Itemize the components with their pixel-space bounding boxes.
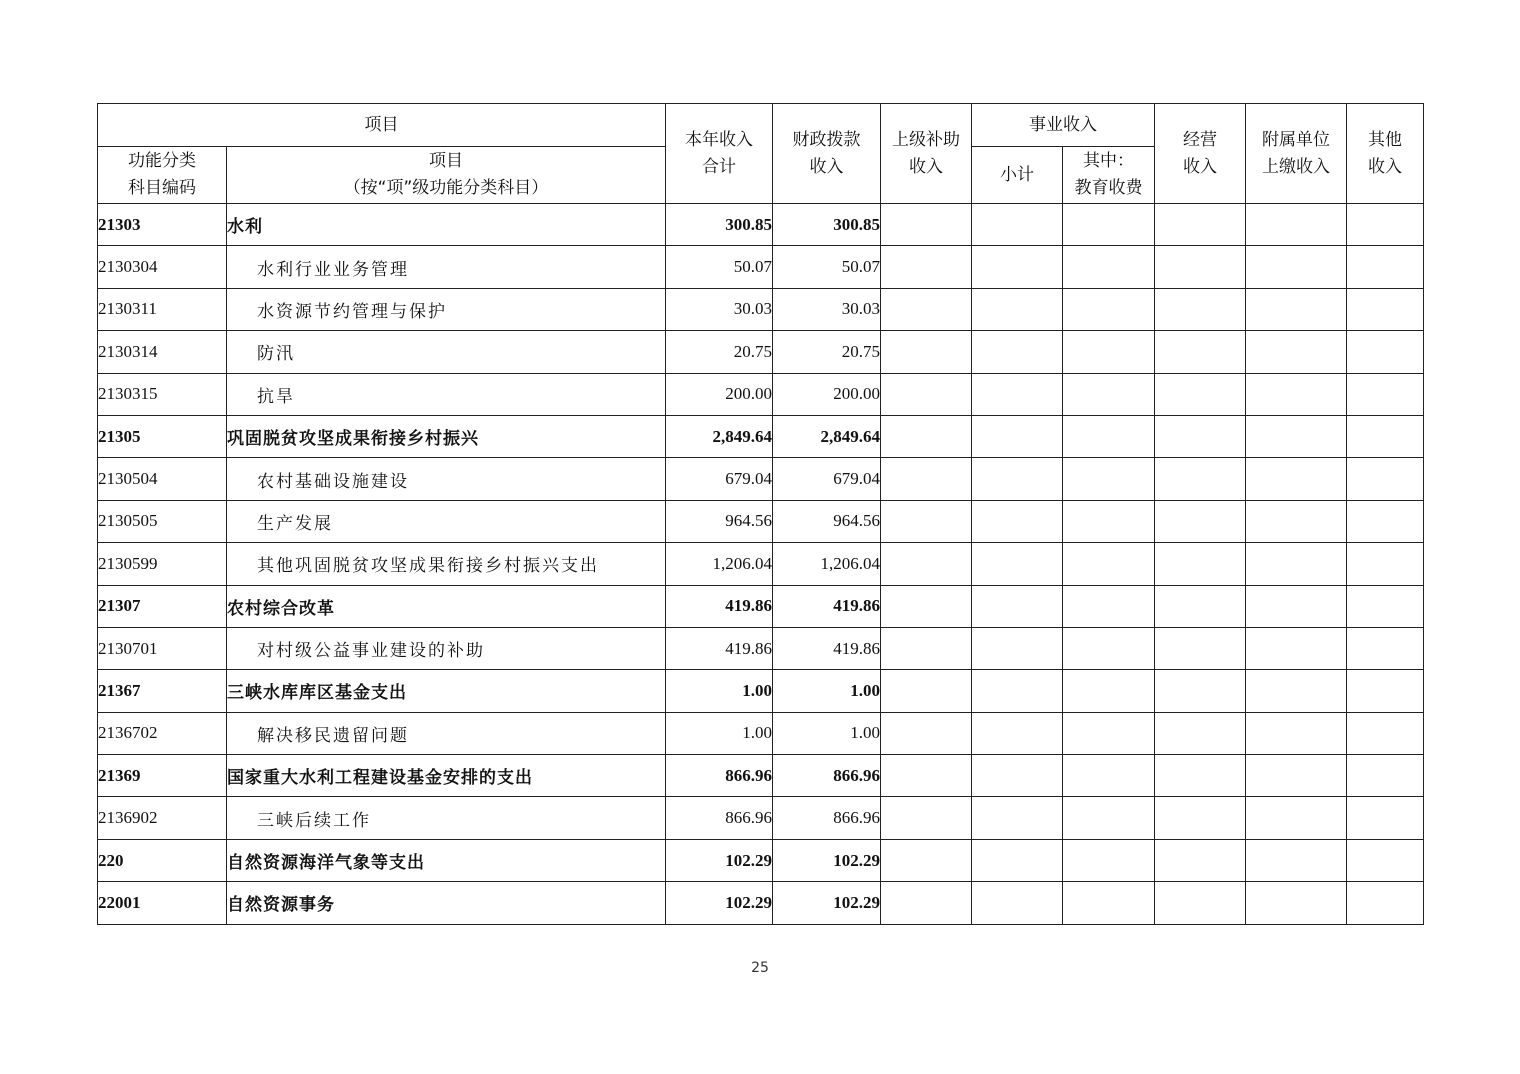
row-superior-subsidy [881, 797, 972, 839]
row-business-subtotal [972, 288, 1063, 330]
row-name: 水利 [227, 204, 666, 246]
row-total-income: 102.29 [666, 882, 773, 924]
row-fiscal-allocation: 102.29 [773, 839, 881, 881]
row-code: 2130304 [98, 246, 227, 288]
row-fiscal-allocation: 2,849.64 [773, 415, 881, 457]
row-other-income [1347, 755, 1424, 797]
row-affiliate-income [1246, 288, 1347, 330]
row-superior-subsidy [881, 500, 972, 542]
row-fiscal-allocation: 1.00 [773, 712, 881, 754]
row-superior-subsidy [881, 839, 972, 881]
row-code: 2136702 [98, 712, 227, 754]
row-superior-subsidy [881, 458, 972, 500]
row-fiscal-allocation: 419.86 [773, 627, 881, 669]
row-other-income [1347, 670, 1424, 712]
row-code: 2136902 [98, 797, 227, 839]
row-superior-subsidy [881, 331, 972, 373]
row-name: 巩固脱贫攻坚成果衔接乡村振兴 [227, 415, 666, 457]
table-body [98, 204, 1424, 925]
row-business-subtotal [972, 415, 1063, 457]
row-total-income: 419.86 [666, 627, 773, 669]
header-superior-line1: 上级补助 [892, 129, 960, 150]
row-other-income [1347, 627, 1424, 669]
table-row [98, 755, 1424, 797]
row-affiliate-income [1246, 543, 1347, 585]
table-row [98, 585, 1424, 627]
row-affiliate-income [1246, 755, 1347, 797]
row-other-income [1347, 288, 1424, 330]
row-other-income [1347, 204, 1424, 246]
table-row [98, 458, 1424, 500]
row-total-income: 866.96 [666, 755, 773, 797]
table-row [98, 543, 1424, 585]
row-operating-income [1155, 458, 1246, 500]
row-business-subtotal [972, 712, 1063, 754]
row-business-subtotal [972, 755, 1063, 797]
row-business-subtotal [972, 500, 1063, 542]
table-row [98, 500, 1424, 542]
row-superior-subsidy [881, 246, 972, 288]
header-operating-income [1155, 104, 1246, 204]
row-name: 农村综合改革 [227, 585, 666, 627]
row-fiscal-allocation: 300.85 [773, 204, 881, 246]
row-operating-income [1155, 839, 1246, 881]
header-operating-line1: 经营 [1183, 129, 1217, 150]
header-function-code [98, 147, 227, 204]
row-affiliate-income [1246, 373, 1347, 415]
header-name-line1: 项目 [429, 151, 463, 171]
row-name: 生产发展 [227, 500, 666, 542]
header-superior-line2: 收入 [909, 156, 943, 177]
table-row [98, 415, 1424, 457]
header-education-fees [1063, 147, 1155, 204]
row-operating-income [1155, 204, 1246, 246]
row-superior-subsidy [881, 415, 972, 457]
row-education-fees [1063, 246, 1155, 288]
row-name: 对村级公益事业建设的补助 [227, 627, 666, 669]
row-operating-income [1155, 500, 1246, 542]
row-education-fees [1063, 712, 1155, 754]
table-row [98, 839, 1424, 881]
row-education-fees [1063, 288, 1155, 330]
row-name: 国家重大水利工程建设基金安排的支出 [227, 755, 666, 797]
row-name: 水利行业业务管理 [227, 246, 666, 288]
row-affiliate-income [1246, 331, 1347, 373]
row-operating-income [1155, 585, 1246, 627]
row-superior-subsidy [881, 755, 972, 797]
header-item-name [227, 147, 666, 204]
header-total-line1: 本年收入 [685, 129, 753, 150]
row-name: 农村基础设施建设 [227, 458, 666, 500]
row-affiliate-income [1246, 797, 1347, 839]
row-affiliate-income [1246, 712, 1347, 754]
row-affiliate-income [1246, 246, 1347, 288]
header-code-line1: 功能分类 [128, 151, 196, 171]
row-affiliate-income [1246, 627, 1347, 669]
row-total-income: 1.00 [666, 670, 773, 712]
row-affiliate-income [1246, 415, 1347, 457]
table-row [98, 373, 1424, 415]
row-operating-income [1155, 415, 1246, 457]
header-total-income [666, 104, 773, 204]
row-business-subtotal [972, 543, 1063, 585]
row-education-fees [1063, 839, 1155, 881]
row-business-subtotal [972, 882, 1063, 924]
row-fiscal-allocation: 419.86 [773, 585, 881, 627]
header-affiliate-line2: 上缴收入 [1262, 156, 1330, 177]
row-fiscal-allocation: 200.00 [773, 373, 881, 415]
row-affiliate-income [1246, 204, 1347, 246]
row-other-income [1347, 839, 1424, 881]
header-other-line2: 收入 [1368, 156, 1402, 177]
page-number: 25 [751, 960, 769, 976]
row-code: 21305 [98, 415, 227, 457]
row-education-fees [1063, 331, 1155, 373]
row-fiscal-allocation: 102.29 [773, 882, 881, 924]
row-other-income [1347, 246, 1424, 288]
row-code: 2130504 [98, 458, 227, 500]
row-total-income: 2,849.64 [666, 415, 773, 457]
row-name: 水资源节约管理与保护 [227, 288, 666, 330]
row-name: 自然资源海洋气象等支出 [227, 839, 666, 881]
header-other-line1: 其他 [1368, 129, 1402, 150]
row-code: 2130314 [98, 331, 227, 373]
row-other-income [1347, 543, 1424, 585]
row-education-fees [1063, 585, 1155, 627]
row-superior-subsidy [881, 204, 972, 246]
row-total-income: 20.75 [666, 331, 773, 373]
header-fiscal-allocation [773, 104, 881, 204]
row-education-fees [1063, 543, 1155, 585]
header-fiscal-line2: 收入 [809, 156, 844, 177]
table-row [98, 712, 1424, 754]
row-total-income: 964.56 [666, 500, 773, 542]
row-superior-subsidy [881, 882, 972, 924]
row-affiliate-income [1246, 585, 1347, 627]
header-business-income: 事业收入 [972, 104, 1155, 147]
row-education-fees [1063, 204, 1155, 246]
row-total-income: 419.86 [666, 585, 773, 627]
row-business-subtotal [972, 458, 1063, 500]
row-education-fees [1063, 755, 1155, 797]
row-fiscal-allocation: 20.75 [773, 331, 881, 373]
row-fiscal-allocation: 30.03 [773, 288, 881, 330]
table-row [98, 627, 1424, 669]
row-name: 三峡水库库区基金支出 [227, 670, 666, 712]
row-superior-subsidy [881, 585, 972, 627]
row-affiliate-income [1246, 458, 1347, 500]
row-total-income: 1.00 [666, 712, 773, 754]
row-operating-income [1155, 288, 1246, 330]
row-code: 2130599 [98, 543, 227, 585]
header-item: 项目 [98, 104, 666, 147]
row-total-income: 1,206.04 [666, 543, 773, 585]
table-header [98, 104, 1424, 204]
row-superior-subsidy [881, 670, 972, 712]
row-superior-subsidy [881, 373, 972, 415]
header-operating-line2: 收入 [1183, 156, 1217, 177]
row-operating-income [1155, 797, 1246, 839]
row-other-income [1347, 415, 1424, 457]
header-code-line2: 科目编码 [128, 178, 196, 198]
row-other-income [1347, 712, 1424, 754]
row-fiscal-allocation: 1.00 [773, 670, 881, 712]
row-total-income: 50.07 [666, 246, 773, 288]
header-other-income [1347, 104, 1424, 204]
row-superior-subsidy [881, 712, 972, 754]
row-business-subtotal [972, 204, 1063, 246]
row-education-fees [1063, 458, 1155, 500]
row-code: 21303 [98, 204, 227, 246]
row-education-fees [1063, 415, 1155, 457]
header-edu-line2: 教育收费 [1074, 178, 1143, 198]
row-operating-income [1155, 755, 1246, 797]
table-row [98, 288, 1424, 330]
row-name: 其他巩固脱贫攻坚成果衔接乡村振兴支出 [227, 543, 666, 585]
row-fiscal-allocation: 50.07 [773, 246, 881, 288]
header-total-line2: 合计 [702, 156, 736, 177]
row-code: 22001 [98, 882, 227, 924]
row-other-income [1347, 331, 1424, 373]
table-row [98, 331, 1424, 373]
row-education-fees [1063, 373, 1155, 415]
row-total-income: 866.96 [666, 797, 773, 839]
row-affiliate-income [1246, 882, 1347, 924]
row-code: 2130315 [98, 373, 227, 415]
row-business-subtotal [972, 585, 1063, 627]
row-operating-income [1155, 712, 1246, 754]
table-row [98, 797, 1424, 839]
row-total-income: 679.04 [666, 458, 773, 500]
row-superior-subsidy [881, 543, 972, 585]
row-total-income: 200.00 [666, 373, 773, 415]
row-business-subtotal [972, 627, 1063, 669]
header-fiscal-line1: 财政拨款 [792, 129, 861, 150]
row-affiliate-income [1246, 500, 1347, 542]
row-code: 21367 [98, 670, 227, 712]
header-affiliate-income [1246, 104, 1347, 204]
row-other-income [1347, 458, 1424, 500]
row-fiscal-allocation: 679.04 [773, 458, 881, 500]
header-subtotal: 小计 [972, 147, 1063, 204]
row-business-subtotal [972, 373, 1063, 415]
row-name: 防汛 [227, 331, 666, 373]
row-business-subtotal [972, 839, 1063, 881]
row-business-subtotal [972, 797, 1063, 839]
row-code: 2130311 [98, 288, 227, 330]
row-operating-income [1155, 627, 1246, 669]
row-other-income [1347, 882, 1424, 924]
row-operating-income [1155, 882, 1246, 924]
row-name: 解决移民遗留问题 [227, 712, 666, 754]
row-operating-income [1155, 373, 1246, 415]
row-other-income [1347, 585, 1424, 627]
row-fiscal-allocation: 964.56 [773, 500, 881, 542]
row-operating-income [1155, 543, 1246, 585]
row-total-income: 102.29 [666, 839, 773, 881]
row-total-income: 30.03 [666, 288, 773, 330]
row-education-fees [1063, 882, 1155, 924]
row-fiscal-allocation: 866.96 [773, 797, 881, 839]
table-row [98, 670, 1424, 712]
row-education-fees [1063, 500, 1155, 542]
row-operating-income [1155, 331, 1246, 373]
row-name: 抗旱 [227, 373, 666, 415]
row-education-fees [1063, 627, 1155, 669]
row-code: 220 [98, 839, 227, 881]
row-business-subtotal [972, 331, 1063, 373]
table-row [98, 882, 1424, 924]
row-total-income: 300.85 [666, 204, 773, 246]
row-business-subtotal [972, 670, 1063, 712]
header-edu-line1: 其中： [1083, 151, 1134, 171]
row-business-subtotal [972, 246, 1063, 288]
row-name: 自然资源事务 [227, 882, 666, 924]
table-row [98, 204, 1424, 246]
row-code: 21307 [98, 585, 227, 627]
row-fiscal-allocation: 1,206.04 [773, 543, 881, 585]
header-superior-subsidy [881, 104, 972, 204]
row-code: 2130505 [98, 500, 227, 542]
row-code: 21369 [98, 755, 227, 797]
row-fiscal-allocation: 866.96 [773, 755, 881, 797]
row-other-income [1347, 797, 1424, 839]
row-operating-income [1155, 670, 1246, 712]
row-other-income [1347, 500, 1424, 542]
row-superior-subsidy [881, 627, 972, 669]
header-affiliate-line1: 附属单位 [1262, 129, 1330, 150]
table-row [98, 246, 1424, 288]
row-code: 2130701 [98, 627, 227, 669]
row-education-fees [1063, 670, 1155, 712]
row-other-income [1347, 373, 1424, 415]
header-name-line2: （按“项”级功能分类科目） [343, 178, 549, 198]
row-education-fees [1063, 797, 1155, 839]
row-affiliate-income [1246, 670, 1347, 712]
row-name: 三峡后续工作 [227, 797, 666, 839]
budget-income-table [97, 103, 1424, 925]
row-affiliate-income [1246, 839, 1347, 881]
row-superior-subsidy [881, 288, 972, 330]
row-operating-income [1155, 246, 1246, 288]
